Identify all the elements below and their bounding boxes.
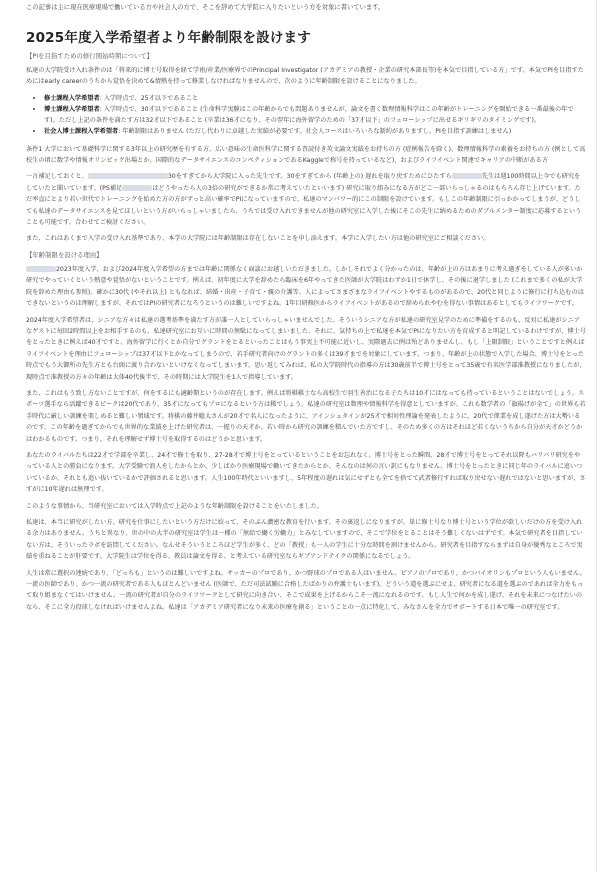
- redacted-text: [122, 185, 152, 191]
- list-item: [44, 104, 586, 126]
- paragraph-note: また、これはあくまで入学の受け入れ基準であり、本学の大学院には年齢制限は存在しないことを申し添えます。本学に入学したい方は他の研究室にご相談ください。: [26, 235, 490, 243]
- paragraph-reason-3: また、これはもう致し方ないことですが、何をするにも適齢期というのが存在します。例えば将棋棋士なら高校生で羽生善治になる子たちは10才にはなっても持っているということはないでしょう。スポーツ選手なら活躍できるピークは20代であり、35才になってもプロになるという方は稀でしょう。私達の研究室は数理や情報科学を得意としていますが、これも数学者の「旗揚げが全て」の世界も若手時代に厳しい訓練を楽しめると難しい領域です。将棋の藤井聡太さんが20才で名人になったように、アインシュタインが25才で相対性理論を発表したように、20代で偉業を成し遂げた方は大勢いるのです。この年齢を過ぎてからでも世界的な業績を上げた研究者は、一握りの天才か、若い時から研究の訓練を積んでいた方ですし、そのため多くの方はそれほど若くないうちから自分が天才かどうかはわかるものです。つまり、それを理解せず博士号を取得するのはどうかと思います。: [26, 389, 586, 443]
- paragraph-policy: 私達は、本当に研究がしたい方、研究を仕事にしたいという方だけに絞って、そのぶん濃密な教育を行います。その裏返しになりますが、単に修士号なり博士号という学位が欲しいだけの方を受け入れる余力はありません。うちと異なり、世の中の大半の研究室は学生は一種の「無給で働く労働力」とみなしていますので、そこで学位をとることはそう難しくないはずです。本気で研究者を目指していない方は、そういったラボを訪問してください。なんせそういうところほど学生が多く、どの「教授」も一人の学生に十分な時間を割けませんから、研究者を目指すならまずは自身が優秀なところで実績を重ねることが肝要です。大学院生は学位を得る、教員は論文を得る、と考えている研究室ならギブアンドテイクの関係になるでしょう。: [26, 519, 583, 561]
- list-item: [44, 93, 586, 104]
- redacted-text: [452, 173, 482, 179]
- list-item: [44, 126, 586, 137]
- list-item-bold: 博士課程入学希望者: [44, 106, 100, 114]
- paragraph-conditions: 私達の大学院受け入れ条件のは「将来的に博士号取得を経て学術/産業/医療界でのPrincipal Investigator (アカデミアの教授・企業の研究本部長等)を本気で目指している方」です。本気でPIを目指すためにはearly careerのうちから覚悟を決めて&情熱を持って修業しなければなりませんので、次のように年齢制限を設けることになりました。: [26, 67, 584, 86]
- intro-text: この記事は主に現在医療現場で働いている方や社会人の方で、そこを辞めて大学院に入りたいという方を対象に書いています。: [26, 4, 385, 11]
- article-title: 2025年度入学希望者より年齢制限を設けます: [26, 30, 311, 46]
- redacted-text: [26, 266, 56, 272]
- list-item-text: : 入学時点で、25才以下であること: [99, 94, 199, 102]
- paragraph-reason-1: 2023年度入学、および2024年度入学希望の方までは年齢に関係なく面談にお越しいただきました。しかしそれでよく分かったのは、年齢が上の方はあまりに考え過ぎをしている人が多いか研究でやっていくという熱意や覚悟がないということです。例えば、初年度に大学を辞めたら臨床を6年やってきた医師が大学院はわずか1日で休学し、その後に退学しました (これまで多くの私が大学院を辞めた理由も参照)。確かに30代 (やそれ以上) ともなれば、結婚・出産・子育て・親の介護等、人によってさまざまなライフイベントやするものがあるので、20代と同じように修行に打ち込むのはできないというのは理解しますが、それではPIの研究者になろうというのは難しいですよね。1年目研修医からライフイベントがあるので辞められやむを得ない事情はあるとしてもライフワークです。: [26, 265, 584, 308]
- paragraph-reason-2: 2024年度入学希望者は、シニアな方々は私達の選考基準を満たす方が誰一人としていらっしゃいませんでした。そういうシニアな方が私達の研究室見学のために準備をするのも、反対に私達がシニアなゲストに毎回2時間以上をお相手するのも、私達研究室にお互いに時間の無駄になってしまいました。それに、気持ちの上で私達を本気でPIになりたい方を育成すると明記しているわけですが、博士号をとったときに例えば40才ですと、海外留学に行くとか自分でグラントをとるといったことはもう事実上不可能に近いし、実際過去に例は殆どありませんし、もし「上限制限」ということですと例えばライフイベントを理由にフェローシップは37才以下とかなってしまうので、若手研究者向けのグラントの多くは39才までを対象にしています。つまり、年齢が上の状態で入学した場合、博士号をとった時点でもう大御所の先生方とも台頭に渡り合わないといけなくなってしまいます。思い返してみれば、私の大学院時代の指導の方は30歳前半で博士号をとって35歳で有名医学部准教授になりましたが、現時点で准教授の方々の年齢は大体40代後半で、その時期には大学院生を1人で指導しています。: [26, 316, 586, 381]
- section-heading-reason: 【年齢制限を設ける理由】: [26, 250, 103, 259]
- paragraph-decision: このような事情から、当研究室においては入学時点で上記のような年齢制限を設けることをいたしました。: [26, 502, 323, 510]
- age-limit-list: [26, 93, 586, 138]
- list-item-bold: 社会人博士課程入学希望者: [44, 128, 119, 136]
- section-heading-start-timing: 【PIを目指すための修行開始時期について】: [26, 52, 154, 60]
- page-edge-divider: [596, 0, 597, 872]
- paragraph-supplement: 一言補足しておくと、 30をすぎてから大学院に入った先生です。30をすぎてから (年齢上の) 遅れを取り戻すためにひたすら 先生は週100時間以上今でも研究をしていたと聞いています。(PS補足 はどうやったら人の3倍の研究ができるか常に考えていたといいます) 研究に取り組みになる方がどこ一部いらっしゃるのはもちろん存じ上げています。ただ率直にとより若い世代でトレーニングを始めた方の方がずっと高い確率でPIになっていますので、私達のマンパワー的にこの制限を設けています。もしこの年齢制限に引っかかってしまうが、どうしても私達のデータサイエンスを見てほしいという方がいらっしゃいましたら、うちでは受け入れできませんが他の研究室に入学した後にそこの先生に納めるためのダブルメンター制度に応募するということも可能です。合わせてご検討ください。: [26, 173, 582, 227]
- list-item-text: : 年齢制限はありません (ただし代わりに卓越した実績が必要です。社会人コースはいろいろな制約がありますし、PIを目指す訓練はしません): [118, 128, 512, 136]
- paragraph-rivals: あなたのライバルたちは22才で学部を卒業し、24才で修士を取り、27-28才で博士号をとっているということをお忘れなく。博士号をとった瞬間、28才で博士号をとってそれ以降もバリバリ研究をやっている人との勝負になります。大学受験で浪人をしたからとか、少しばかり医療現場で働いてきたからとか、そんなのは何の言い訳にもなりません。博士号をとったときに同じ年のライバルに追いついているか、それとも追い抜いているかで評価されると思います。人生100年時代といいますし、5年程度の遅れは気にせずとも全てを捨てて武者修行すれば取り戻せない遅れではないと思いますが、さすがに10年遅れは無理です。: [26, 451, 586, 494]
- paragraph-condition-1: 条件1 大学において基礎科学に関する3年以上の研究歴を有する方、広い意味の生命医科学に関する査読付き英文論文実績をお持ちの方 (症例報告を除く)、数理情報科学の素養をお持ちの方 (例として高校生の頃に数学や情報オリンピック出場とか、国際的なデータサイエンスのコンペティションであるKaggleで称号を持っているなど)、およびライフイベント関連でキャリアの中断がある方: [26, 145, 586, 165]
- redacted-text: [88, 173, 168, 179]
- list-item-text: : 入学時点で、30才以下であること (生命科学実験はこの年齢からでも問題ありませんが、論文を書く数理情報科学はこの年齢がトレーニングを開始できる一番最後の年です)。ただし上記の条件を満たす方は32才以下であること (卒業は36才になり、その翌年に海外留学のための「37才以下」のフェローシップに出せるギリギリのタイミングです)。: [44, 106, 574, 125]
- list-item-bold: 修士課程入学希望者: [44, 94, 100, 102]
- paragraph-life-choice: 人生は常に選択の連続であり、「どっちも」というのは難しいですよね。サッカーのプロであり、かつ野球のプロである人はいません。ピアノのプロであり、かつバイオリンもプロという人もいません。一流の医師であり、かつ一流の研究者である人もほとんどいません (医師で、ただ司法試験に合格したばかりの弁護士もいます)。どういう道を選ぶにせよ、研究者になる道を選ぶのであれば全力をもって取り組まなくてはいけません。一流の研究者が自分のライフワークとして研究に向き合い、そこで成果を上げるからこそ一流になれるのです。もし人生で何かを成し遂げ、それを未来につなげたいのなら、そこに全力投球しなければいけませんよね。私達は「アカデミア研究者になり未来の医療を創る」ということの一点に特化して、みなさんを全力でサポートする日本で唯一の研究室です。: [26, 569, 586, 611]
